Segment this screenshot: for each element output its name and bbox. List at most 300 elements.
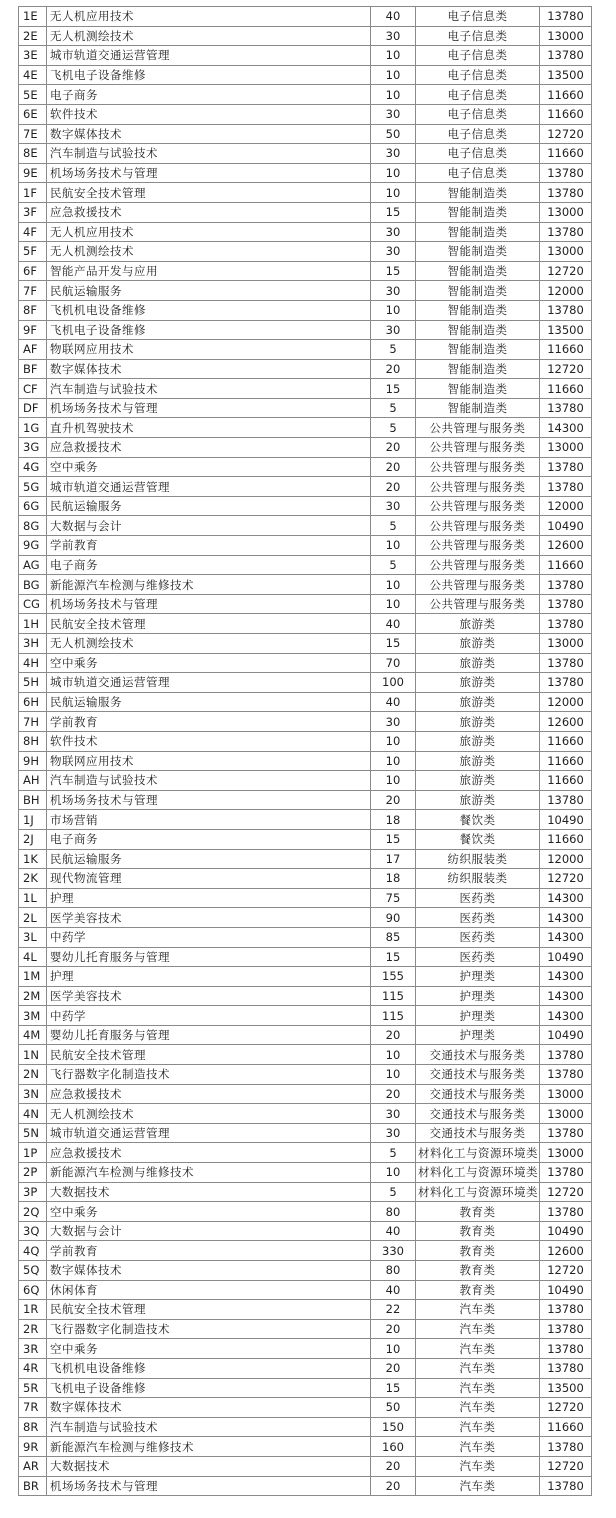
enrollment-count-cell: 10 [371, 771, 416, 791]
table-row [19, 1417, 592, 1437]
table-row [19, 1006, 592, 1026]
category-cell: 电子信息类 [416, 26, 540, 46]
table-row [19, 555, 592, 575]
enrollment-count-cell: 70 [371, 653, 416, 673]
tuition-fee-cell: 10490 [540, 1280, 592, 1300]
major-code-cell: 9F [19, 320, 47, 340]
table-row [19, 124, 592, 144]
tuition-fee-cell: 13780 [540, 1123, 592, 1143]
table-row [19, 26, 592, 46]
category-cell: 纺织服装类 [416, 869, 540, 889]
major-name-cell: 婴幼儿托育服务与管理 [47, 947, 371, 967]
major-name-cell: 城市轨道交通运营管理 [47, 46, 371, 66]
major-code-cell: 1K [19, 849, 47, 869]
table-body [19, 7, 592, 1496]
tuition-fee-cell: 14300 [540, 927, 592, 947]
category-cell: 智能制造类 [416, 222, 540, 242]
category-cell: 汽车类 [416, 1398, 540, 1418]
table-row [19, 320, 592, 340]
table-row [19, 1358, 592, 1378]
enrollment-count-cell: 20 [371, 1025, 416, 1045]
tuition-fee-cell: 13780 [540, 1300, 592, 1320]
table-row [19, 692, 592, 712]
major-name-cell: 数字媒体技术 [47, 1261, 371, 1281]
tuition-fee-cell: 12720 [540, 1398, 592, 1418]
major-name-cell: 民航运输服务 [47, 692, 371, 712]
major-code-cell: 2E [19, 26, 47, 46]
table-row [19, 1123, 592, 1143]
table-row [19, 594, 592, 614]
table-row [19, 986, 592, 1006]
major-code-cell: 4H [19, 653, 47, 673]
category-cell: 公共管理与服务类 [416, 516, 540, 536]
major-code-cell: 2P [19, 1163, 47, 1183]
tuition-fee-cell: 13780 [540, 477, 592, 497]
table-row [19, 222, 592, 242]
tuition-fee-cell: 13780 [540, 790, 592, 810]
major-code-cell: 6E [19, 104, 47, 124]
major-code-cell: 4Q [19, 1241, 47, 1261]
tuition-fee-cell: 13000 [540, 1084, 592, 1104]
table-row [19, 46, 592, 66]
category-cell: 材料化工与资源环境类 [416, 1163, 540, 1183]
major-name-cell: 飞机电子设备维修 [47, 1378, 371, 1398]
category-cell: 汽车类 [416, 1358, 540, 1378]
major-code-cell: 7R [19, 1398, 47, 1418]
enrollment-count-cell: 30 [371, 281, 416, 301]
category-cell: 电子信息类 [416, 144, 540, 164]
enrollment-count-cell: 10 [371, 163, 416, 183]
tuition-fee-cell: 13780 [540, 1437, 592, 1457]
major-name-cell: 民航安全技术管理 [47, 1045, 371, 1065]
major-name-cell: 护理 [47, 888, 371, 908]
major-name-cell: 物联网应用技术 [47, 340, 371, 360]
category-cell: 汽车类 [416, 1437, 540, 1457]
enrollment-count-cell: 20 [371, 438, 416, 458]
major-name-cell: 民航运输服务 [47, 281, 371, 301]
enrollment-count-cell: 20 [371, 1456, 416, 1476]
category-cell: 公共管理与服务类 [416, 496, 540, 516]
major-name-cell: 直升机驾驶技术 [47, 418, 371, 438]
major-code-cell: AH [19, 771, 47, 791]
major-code-cell: 3H [19, 634, 47, 654]
tuition-fee-cell: 14300 [540, 986, 592, 1006]
major-code-cell: BH [19, 790, 47, 810]
major-code-cell: 5N [19, 1123, 47, 1143]
category-cell: 护理类 [416, 1025, 540, 1045]
enrollment-count-cell: 17 [371, 849, 416, 869]
tuition-fee-cell: 12600 [540, 712, 592, 732]
enrollment-count-cell: 40 [371, 1221, 416, 1241]
tuition-fee-cell: 14300 [540, 1006, 592, 1026]
major-name-cell: 空中乘务 [47, 653, 371, 673]
category-cell: 交通技术与服务类 [416, 1065, 540, 1085]
tuition-fee-cell: 11660 [540, 1417, 592, 1437]
table-row [19, 1261, 592, 1281]
major-code-cell: 1M [19, 967, 47, 987]
table-row [19, 1084, 592, 1104]
category-cell: 汽车类 [416, 1378, 540, 1398]
major-code-cell: 9H [19, 751, 47, 771]
enrollment-count-cell: 85 [371, 927, 416, 947]
category-cell: 汽车类 [416, 1417, 540, 1437]
tuition-fee-cell: 12720 [540, 1261, 592, 1281]
enrollment-count-cell: 15 [371, 1378, 416, 1398]
tuition-fee-cell: 13780 [540, 1202, 592, 1222]
major-name-cell: 医学美容技术 [47, 986, 371, 1006]
table-row [19, 183, 592, 203]
category-cell: 材料化工与资源环境类 [416, 1143, 540, 1163]
major-name-cell: 软件技术 [47, 731, 371, 751]
table-row [19, 869, 592, 889]
major-name-cell: 飞行器数字化制造技术 [47, 1065, 371, 1085]
enrollment-count-cell: 30 [371, 496, 416, 516]
enrollment-count-cell: 5 [371, 418, 416, 438]
major-code-cell: 2N [19, 1065, 47, 1085]
major-code-cell: 4E [19, 65, 47, 85]
category-cell: 智能制造类 [416, 202, 540, 222]
major-code-cell: 5R [19, 1378, 47, 1398]
enrollment-count-cell: 22 [371, 1300, 416, 1320]
category-cell: 公共管理与服务类 [416, 418, 540, 438]
major-name-cell: 无人机测绘技术 [47, 26, 371, 46]
category-cell: 材料化工与资源环境类 [416, 1182, 540, 1202]
tuition-fee-cell: 13780 [540, 7, 592, 27]
table-row [19, 1143, 592, 1163]
major-name-cell: 数字媒体技术 [47, 359, 371, 379]
major-name-cell: 护理 [47, 967, 371, 987]
major-name-cell: 空中乘务 [47, 1339, 371, 1359]
table-row [19, 144, 592, 164]
table-row [19, 536, 592, 556]
table-row [19, 731, 592, 751]
major-code-cell: 3F [19, 202, 47, 222]
table-row [19, 65, 592, 85]
major-name-cell: 学前教育 [47, 1241, 371, 1261]
tuition-fee-cell: 13780 [540, 183, 592, 203]
tuition-fee-cell: 13000 [540, 26, 592, 46]
category-cell: 护理类 [416, 967, 540, 987]
table-row [19, 1300, 592, 1320]
tuition-fee-cell: 13780 [540, 222, 592, 242]
enrollment-count-cell: 50 [371, 1398, 416, 1418]
table-row [19, 281, 592, 301]
major-code-cell: 6F [19, 261, 47, 281]
category-cell: 公共管理与服务类 [416, 477, 540, 497]
enrollment-count-cell: 80 [371, 1202, 416, 1222]
tuition-fee-cell: 13780 [540, 398, 592, 418]
major-code-cell: 2L [19, 908, 47, 928]
category-cell: 旅游类 [416, 771, 540, 791]
category-cell: 汽车类 [416, 1476, 540, 1496]
major-name-cell: 电子商务 [47, 829, 371, 849]
category-cell: 医药类 [416, 927, 540, 947]
enrollment-count-cell: 10 [371, 300, 416, 320]
category-cell: 旅游类 [416, 653, 540, 673]
category-cell: 交通技术与服务类 [416, 1104, 540, 1124]
table-row [19, 7, 592, 27]
enrollment-count-cell: 20 [371, 359, 416, 379]
tuition-fee-cell: 13780 [540, 300, 592, 320]
category-cell: 电子信息类 [416, 85, 540, 105]
major-code-cell: 2J [19, 829, 47, 849]
enrollment-count-cell: 10 [371, 46, 416, 66]
category-cell: 汽车类 [416, 1300, 540, 1320]
table-row [19, 888, 592, 908]
major-name-cell: 飞机电子设备维修 [47, 65, 371, 85]
category-cell: 智能制造类 [416, 183, 540, 203]
table-row [19, 1456, 592, 1476]
tuition-fee-cell: 11660 [540, 751, 592, 771]
major-code-cell: 3N [19, 1084, 47, 1104]
major-code-cell: BR [19, 1476, 47, 1496]
enrollment-count-cell: 30 [371, 144, 416, 164]
table-row [19, 751, 592, 771]
tuition-fee-cell: 13780 [540, 1476, 592, 1496]
category-cell: 汽车类 [416, 1456, 540, 1476]
major-name-cell: 学前教育 [47, 712, 371, 732]
tuition-fee-cell: 13000 [540, 1104, 592, 1124]
enrollment-count-cell: 18 [371, 810, 416, 830]
table-row [19, 810, 592, 830]
major-name-cell: 物联网应用技术 [47, 751, 371, 771]
tuition-fee-cell: 13780 [540, 1163, 592, 1183]
table-row [19, 398, 592, 418]
enrollment-count-cell: 30 [371, 712, 416, 732]
category-cell: 公共管理与服务类 [416, 536, 540, 556]
major-name-cell: 无人机测绘技术 [47, 1104, 371, 1124]
major-name-cell: 婴幼儿托育服务与管理 [47, 1025, 371, 1045]
major-name-cell: 城市轨道交通运营管理 [47, 1123, 371, 1143]
category-cell: 汽车类 [416, 1319, 540, 1339]
enrollment-count-cell: 40 [371, 7, 416, 27]
major-code-cell: BF [19, 359, 47, 379]
category-cell: 医药类 [416, 947, 540, 967]
tuition-fee-cell: 13780 [540, 46, 592, 66]
category-cell: 教育类 [416, 1202, 540, 1222]
tuition-fee-cell: 14300 [540, 908, 592, 928]
category-cell: 电子信息类 [416, 163, 540, 183]
table-row [19, 927, 592, 947]
table-row [19, 1104, 592, 1124]
major-name-cell: 应急救援技术 [47, 1143, 371, 1163]
tuition-fee-cell: 14300 [540, 888, 592, 908]
table-row [19, 104, 592, 124]
enrollment-count-cell: 20 [371, 477, 416, 497]
enrollment-count-cell: 15 [371, 202, 416, 222]
category-cell: 旅游类 [416, 673, 540, 693]
table-row [19, 1065, 592, 1085]
category-cell: 电子信息类 [416, 124, 540, 144]
category-cell: 餐饮类 [416, 810, 540, 830]
major-code-cell: 6Q [19, 1280, 47, 1300]
enrollment-count-cell: 10 [371, 85, 416, 105]
tuition-fee-cell: 13000 [540, 202, 592, 222]
enrollment-count-cell: 20 [371, 1358, 416, 1378]
enrollment-count-cell: 5 [371, 340, 416, 360]
major-code-cell: 8G [19, 516, 47, 536]
enrollment-count-cell: 330 [371, 1241, 416, 1261]
major-code-cell: 8H [19, 731, 47, 751]
major-name-cell: 飞机机电设备维修 [47, 1358, 371, 1378]
tuition-fee-cell: 12720 [540, 261, 592, 281]
major-code-cell: 4F [19, 222, 47, 242]
tuition-fee-cell: 12600 [540, 536, 592, 556]
major-code-cell: BG [19, 575, 47, 595]
major-code-cell: 4M [19, 1025, 47, 1045]
major-name-cell: 机场场务技术与管理 [47, 1476, 371, 1496]
table-row [19, 418, 592, 438]
major-code-cell: 1N [19, 1045, 47, 1065]
category-cell: 电子信息类 [416, 65, 540, 85]
major-code-cell: AR [19, 1456, 47, 1476]
table-row [19, 673, 592, 693]
category-cell: 智能制造类 [416, 261, 540, 281]
major-name-cell: 汽车制造与试验技术 [47, 771, 371, 791]
table-row [19, 340, 592, 360]
major-name-cell: 软件技术 [47, 104, 371, 124]
major-name-cell: 新能源汽车检测与维修技术 [47, 575, 371, 595]
major-code-cell: 3M [19, 1006, 47, 1026]
table-row [19, 849, 592, 869]
tuition-fee-cell: 10490 [540, 810, 592, 830]
tuition-fee-cell: 13780 [540, 575, 592, 595]
major-code-cell: 1E [19, 7, 47, 27]
enrollment-count-cell: 20 [371, 1084, 416, 1104]
major-code-cell: 5G [19, 477, 47, 497]
major-name-cell: 汽车制造与试验技术 [47, 379, 371, 399]
enrollment-count-cell: 10 [371, 1045, 416, 1065]
enrollment-count-cell: 30 [371, 242, 416, 262]
enrollment-count-cell: 5 [371, 555, 416, 575]
major-name-cell: 应急救援技术 [47, 438, 371, 458]
category-cell: 纺织服装类 [416, 849, 540, 869]
table-row [19, 242, 592, 262]
table-row [19, 967, 592, 987]
major-name-cell: 机场场务技术与管理 [47, 790, 371, 810]
category-cell: 医药类 [416, 908, 540, 928]
major-name-cell: 飞机机电设备维修 [47, 300, 371, 320]
tuition-fee-cell: 11660 [540, 771, 592, 791]
tuition-fee-cell: 13000 [540, 1143, 592, 1163]
enrollment-count-cell: 155 [371, 967, 416, 987]
enrollment-count-cell: 150 [371, 1417, 416, 1437]
tuition-fee-cell: 13000 [540, 438, 592, 458]
tuition-fee-cell: 11660 [540, 379, 592, 399]
tuition-fee-cell: 13780 [540, 1358, 592, 1378]
table-row [19, 1221, 592, 1241]
table-row [19, 614, 592, 634]
tuition-fee-cell: 12000 [540, 849, 592, 869]
enrollment-count-cell: 30 [371, 1104, 416, 1124]
tuition-fee-cell: 13780 [540, 614, 592, 634]
category-cell: 电子信息类 [416, 46, 540, 66]
enrollment-count-cell: 5 [371, 1143, 416, 1163]
tuition-fee-cell: 13500 [540, 1378, 592, 1398]
table-row [19, 85, 592, 105]
tuition-fee-cell: 13780 [540, 457, 592, 477]
category-cell: 智能制造类 [416, 300, 540, 320]
table-row [19, 359, 592, 379]
table-row [19, 1378, 592, 1398]
major-code-cell: 1P [19, 1143, 47, 1163]
major-code-cell: 1F [19, 183, 47, 203]
major-code-cell: 4R [19, 1358, 47, 1378]
tuition-fee-cell: 12000 [540, 692, 592, 712]
tuition-fee-cell: 13780 [540, 653, 592, 673]
enrollment-count-cell: 20 [371, 790, 416, 810]
tuition-fee-cell: 10490 [540, 947, 592, 967]
major-code-cell: 3Q [19, 1221, 47, 1241]
major-code-cell: 1H [19, 614, 47, 634]
major-code-cell: 5Q [19, 1261, 47, 1281]
enrollment-count-cell: 5 [371, 516, 416, 536]
enrollment-count-cell: 30 [371, 222, 416, 242]
major-code-cell: 9E [19, 163, 47, 183]
major-code-cell: AG [19, 555, 47, 575]
tuition-fee-cell: 10490 [540, 516, 592, 536]
enrollment-count-cell: 15 [371, 829, 416, 849]
major-code-cell: 1R [19, 1300, 47, 1320]
enrollment-count-cell: 75 [371, 888, 416, 908]
major-code-cell: 1G [19, 418, 47, 438]
category-cell: 公共管理与服务类 [416, 457, 540, 477]
tuition-fee-cell: 11660 [540, 144, 592, 164]
tuition-fee-cell: 12720 [540, 869, 592, 889]
major-code-cell: 5E [19, 85, 47, 105]
major-code-cell: 3R [19, 1339, 47, 1359]
category-cell: 护理类 [416, 986, 540, 1006]
category-cell: 医药类 [416, 888, 540, 908]
major-code-cell: 2K [19, 869, 47, 889]
enrollment-count-cell: 15 [371, 261, 416, 281]
table-row [19, 496, 592, 516]
category-cell: 汽车类 [416, 1339, 540, 1359]
category-cell: 智能制造类 [416, 398, 540, 418]
table-row [19, 1182, 592, 1202]
table-row [19, 1025, 592, 1045]
enrollment-count-cell: 30 [371, 1123, 416, 1143]
tuition-fee-cell: 11660 [540, 829, 592, 849]
table-row [19, 829, 592, 849]
major-name-cell: 民航安全技术管理 [47, 614, 371, 634]
tuition-fee-cell: 13500 [540, 65, 592, 85]
major-code-cell: 6H [19, 692, 47, 712]
major-code-cell: 7H [19, 712, 47, 732]
major-name-cell: 现代物流管理 [47, 869, 371, 889]
table-row [19, 653, 592, 673]
major-name-cell: 飞行器数字化制造技术 [47, 1319, 371, 1339]
major-name-cell: 无人机测绘技术 [47, 242, 371, 262]
enrollment-count-cell: 90 [371, 908, 416, 928]
table-row [19, 1476, 592, 1496]
table-row [19, 1319, 592, 1339]
tuition-fee-cell: 13780 [540, 594, 592, 614]
tuition-fee-cell: 14300 [540, 967, 592, 987]
category-cell: 教育类 [416, 1280, 540, 1300]
table-row [19, 1202, 592, 1222]
major-name-cell: 汽车制造与试验技术 [47, 144, 371, 164]
category-cell: 智能制造类 [416, 281, 540, 301]
table-row [19, 575, 592, 595]
category-cell: 公共管理与服务类 [416, 575, 540, 595]
tuition-fee-cell: 11660 [540, 555, 592, 575]
category-cell: 交通技术与服务类 [416, 1123, 540, 1143]
major-code-cell: 3E [19, 46, 47, 66]
table-row [19, 1045, 592, 1065]
major-name-cell: 市场营销 [47, 810, 371, 830]
enrollment-count-cell: 15 [371, 634, 416, 654]
